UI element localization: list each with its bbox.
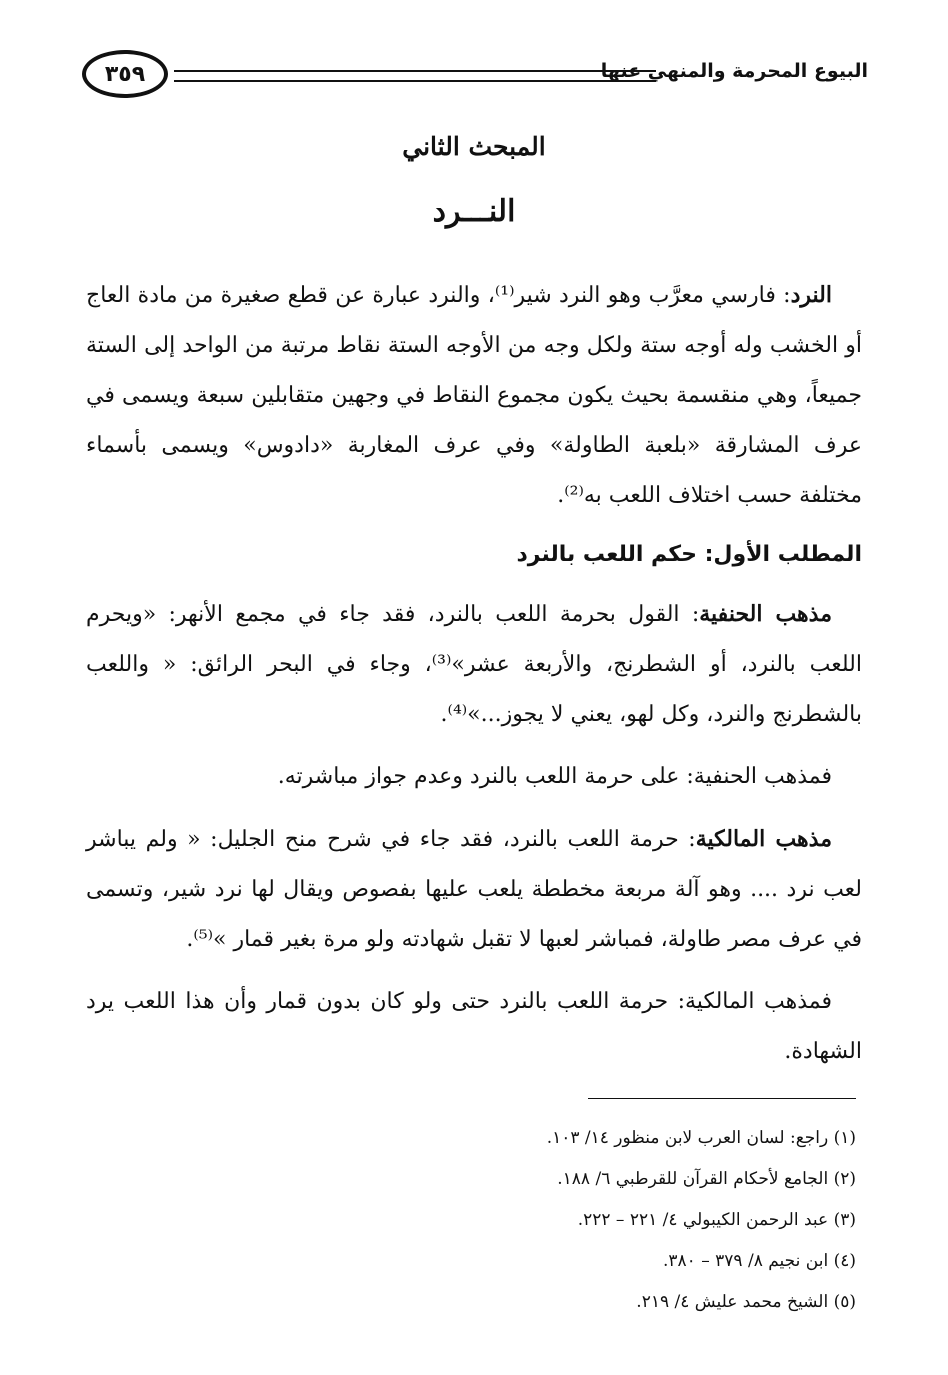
footnote-item: (١) راجع: لسان العرب لابن منظور ١٤/ ١٠٣. (546, 1128, 856, 1148)
paragraph-hanafi-summary (86, 752, 862, 802)
paragraph-text: : حرمة اللعب بالنرد، فقد جاء في شرح منح الجليل: « ولم يباشر لعب نرد .... وهو آلة مربعة مخططة يلعب عليها بفصوص ويقال لها نرد شير، وتسمى في عرف مصر طاولة، فمباشر لعبها لا تقبل شهادته ولو مرة بغير قمار »⁽⁵⁾. (86, 827, 862, 952)
main-heading: النـــرد (432, 194, 516, 229)
footnote-separator (588, 1098, 856, 1099)
running-title: البيوع المحرمة والمنهي عنها (600, 60, 868, 82)
paragraph-text: : القول بحرمة اللعب بالنرد، فقد جاء في مجمع الأنهر: «ويحرم اللعب بالنرد، أو الشطرنج، والأربعة عشر»⁽³⁾، وجاء في البحر الرائق: « واللعب بالشطرنج والنرد، وكل لهو، يعني لا يجوز...»⁽⁴⁾. (86, 602, 862, 727)
footnote-item: (٢) الجامع لأحكام القرآن للقرطبي ٦/ ١٨٨. (557, 1169, 856, 1189)
subsection-heading: المطلب الأول: حكم اللعب بالنرد (516, 542, 862, 567)
paragraph-maliki-summary (86, 977, 862, 1077)
header-double-rule (174, 70, 656, 82)
paragraph-lead: النرد (790, 282, 832, 308)
footnote-item: (٥) الشيخ محمد عليش ٤/ ٢١٩. (636, 1292, 856, 1312)
paragraph-definition (86, 270, 862, 521)
page-number: ٣٥٩ (82, 50, 168, 98)
paragraph-lead: مذهب الحنفية (699, 601, 832, 627)
footnote-item: (٤) ابن نجيم ٨/ ٣٧٩ – ٣٨٠. (663, 1251, 856, 1271)
paragraph-text: : فارسي معرَّب وهو النرد شير⁽¹⁾، والنرد عبارة عن قطع صغيرة من مادة العاج أو الخشب وله أوجه ستة ولكل وجه من الأوجه الستة نقاط مرتبة من الواحد إلى الستة جميعاً، وهي منقسمة بحيث يكون مجموع النقاط في وجهين متقابلين سبعة ويسمى في عرف المشارقة «بلعبة الطاولة» وفي عرف المغاربة «دادوس» ويسمى بأسماء مختلفة حسب اختلاف اللعب به⁽²⁾. (86, 283, 862, 508)
footnotes-list (296, 1118, 856, 1323)
paragraph-text: فمذهب المالكية: حرمة اللعب بالنرد حتى ولو كان بدون قمار وأن هذا اللعب يرد الشهادة. (86, 989, 862, 1064)
paragraph-hanafi (86, 589, 862, 740)
paragraph-lead: مذهب المالكية (695, 826, 832, 852)
section-heading: المبحث الثاني (402, 132, 546, 161)
footnote-item: (٣) عبد الرحمن الكيبولي ٤/ ٢٢١ – ٢٢٢. (577, 1210, 856, 1230)
paragraph-text: فمذهب الحنفية: على حرمة اللعب بالنرد وعدم جواز مباشرته. (277, 764, 832, 789)
body-text (86, 270, 862, 1089)
page-header (78, 46, 868, 106)
paragraph-maliki (86, 814, 862, 965)
